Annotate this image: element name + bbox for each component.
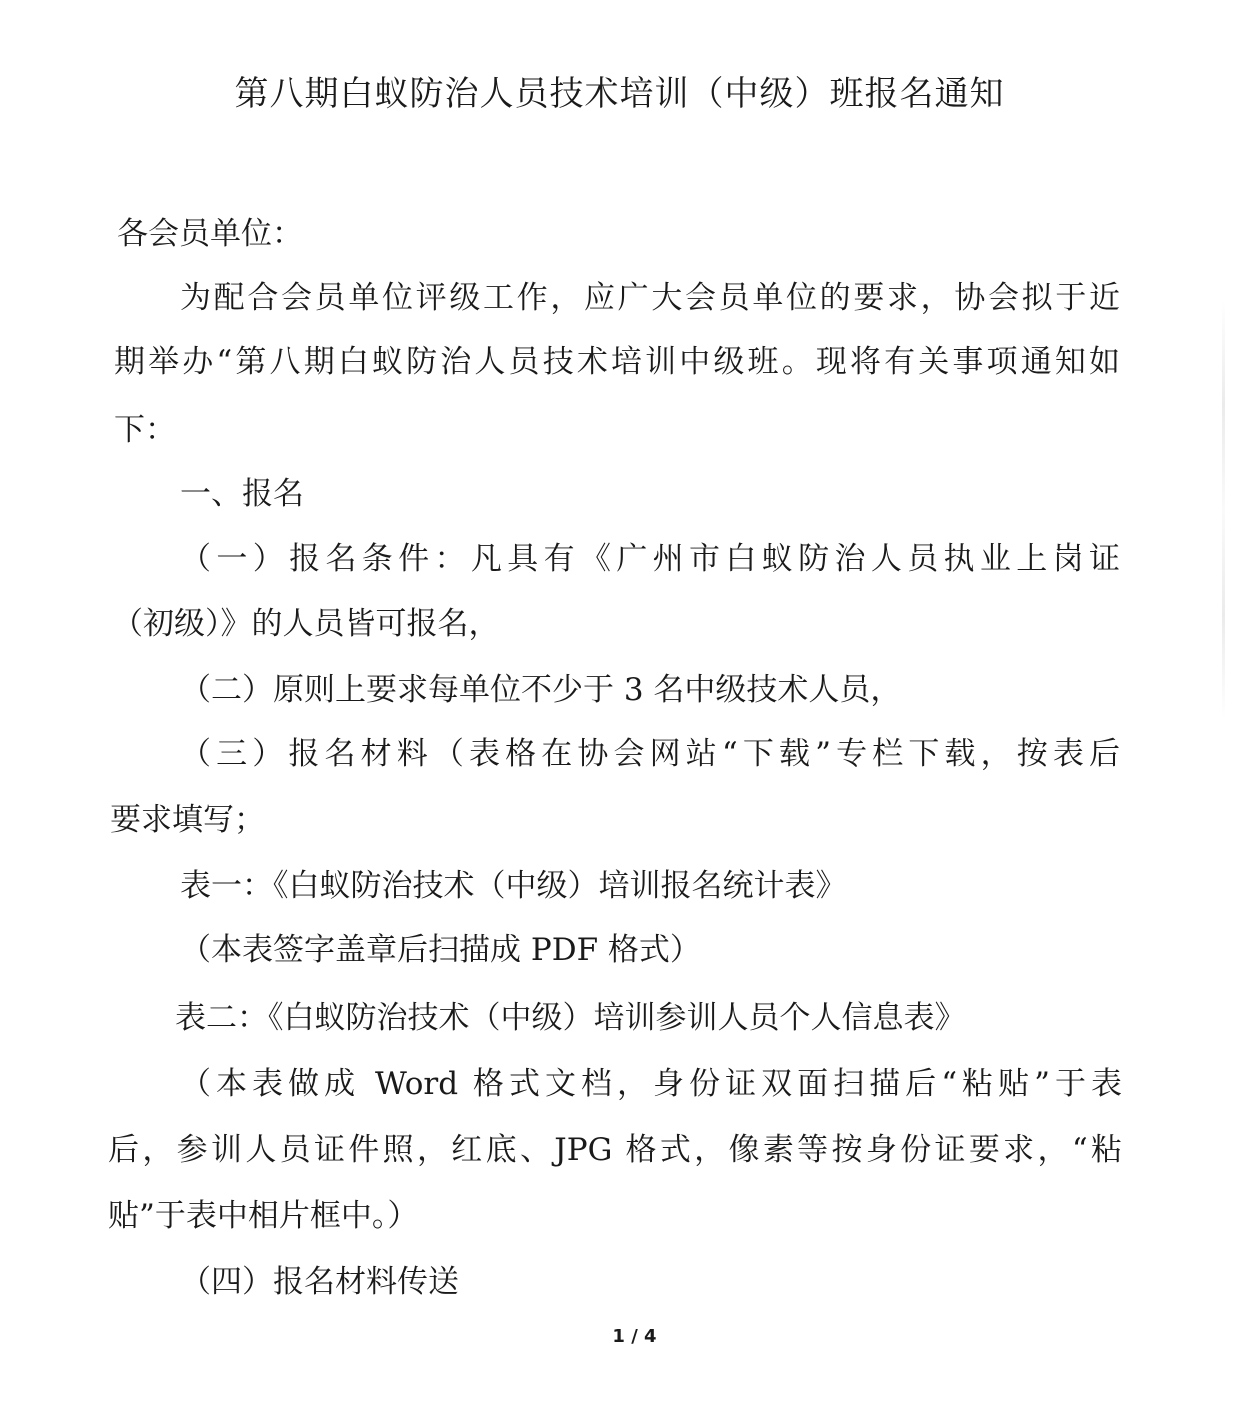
form-one-note: （本表签字盖章后扫描成 PDF 格式） <box>180 932 701 968</box>
paragraph-line: 后，参训人员证件照，红底、JPG 格式，像素等按身份证要求，“粘 <box>108 1132 1122 1168</box>
paragraph-line: （三）报名材料（表格在协会网站“下载”专栏下载，按表后 <box>180 736 1120 772</box>
paragraph-line: 为配合会员单位评级工作，应广大会员单位的要求，协会拟于近 <box>180 280 1120 316</box>
form-one-title: 表一：《白蚁防治技术（中级）培训报名统计表》 <box>180 868 847 904</box>
salutation: 各会员单位： <box>117 216 303 252</box>
paragraph-line: （四）报名材料传送 <box>180 1264 459 1300</box>
paragraph-line: （初级）》的人员皆可报名， <box>112 606 500 642</box>
paragraph-line: 下： <box>114 412 176 448</box>
notice-title: 第八期白蚁防治人员技术培训（中级）班报名通知 <box>234 74 1005 114</box>
page-number: 1 / 4 <box>612 1326 657 1347</box>
paragraph-line: （二）原则上要求每单位不少于 3 名中级技术人员， <box>180 672 902 708</box>
paragraph-line: 期举办“第八期白蚁防治人员技术培训中级班。现将有关事项通知如 <box>114 344 1120 380</box>
paragraph-line: （本表做成 Word 格式文档，身份证双面扫描后“粘贴”于表 <box>180 1066 1122 1102</box>
paragraph-line: 要求填写； <box>110 802 265 838</box>
form-two-title: 表二：《白蚁防治技术（中级）培训参训人员个人信息表》 <box>175 1000 966 1036</box>
section-heading: 一、报名 <box>180 476 304 512</box>
scan-edge-shadow <box>1222 300 1225 720</box>
paragraph-line: 贴”于表中相片框中。） <box>108 1198 419 1234</box>
paragraph-line: （一）报名条件：凡具有《广州市白蚁防治人员执业上岗证 <box>180 541 1120 577</box>
